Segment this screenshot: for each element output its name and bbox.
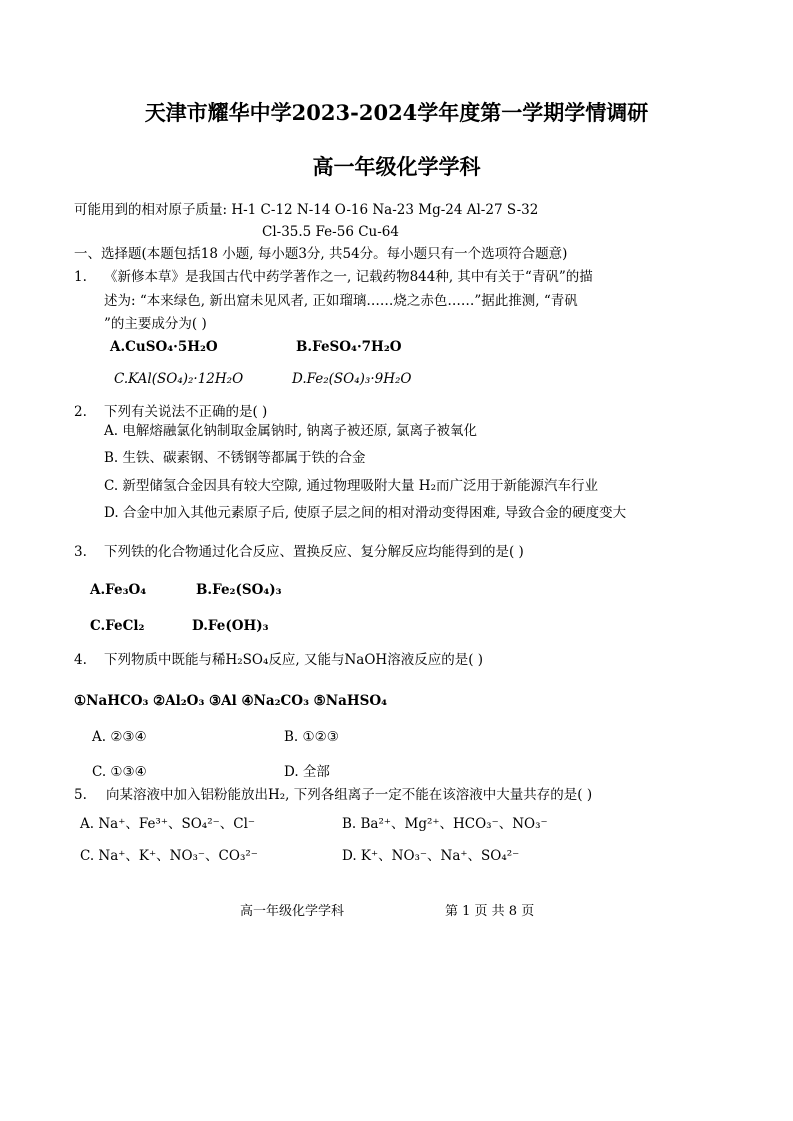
q4-option-c: C. ①③④ [92, 764, 147, 780]
atomic-masses-line-2: Cl-35.5 Fe-56 Cu-64 [262, 224, 399, 240]
exam-title: 天津市耀华中学2023-2024学年度第一学期学情调研 [144, 100, 649, 125]
q5-option-d: D. K⁺、NO₃⁻、Na⁺、SO₄²⁻ [342, 848, 520, 864]
q2-option-b: B. 生铁、碳素钢、不锈钢等都属于铁的合金 [104, 450, 366, 466]
footer-subject: 高一年级化学学科 [240, 904, 345, 919]
q3-option-d: D.Fe(OH)₃ [192, 618, 269, 634]
section-heading: 一、选择题(本题包括18 小题, 每小题3分, 共54分。每小题只有一个选项符合题意) [74, 246, 568, 262]
q4-option-a: A. ②③④ [92, 729, 147, 745]
q2-option-d: D. 合金中加入其他元素原子后, 使原子层之间的相对滑动变得困难, 导致合金的硬度变大 [104, 505, 627, 521]
q1-option-c: C.KAl(SO₄)₂·12H₂O [114, 371, 244, 387]
footer-page-number: 第 1 页 共 8 页 [445, 904, 535, 919]
q4-option-d: D. 全部 [284, 764, 330, 780]
q4-number: 4. [74, 652, 87, 668]
q5-option-c: C. Na⁺、K⁺、NO₃⁻、CO₃²⁻ [80, 848, 258, 864]
q4-stem: 下列物质中既能与稀H₂SO₄反应, 又能与NaOH溶液反应的是( ) [104, 652, 484, 668]
q5-stem: 向某溶液中加入铝粉能放出H₂, 下列各组离子一定不能在该溶液中大量共存的是( ) [106, 787, 593, 803]
q5-option-a: A. Na⁺、Fe³⁺、SO₄²⁻、Cl⁻ [80, 816, 256, 832]
atomic-masses-line-1: 可能用到的相对原子质量: H-1 C-12 N-14 O-16 Na-23 Mg-24 Al-27 S-32 [74, 202, 539, 218]
q1-stem-line-1: 《新修本草》是我国古代中药学著作之一, 记载药物844种, 其中有关于“青矾”的描 [104, 269, 593, 285]
q1-option-d: D.Fe₂(SO₄)₃·9H₂O [292, 371, 412, 387]
q2-number: 2. [74, 404, 87, 420]
q3-option-b: B.Fe₂(SO₄)₃ [196, 582, 282, 598]
q5-option-b: B. Ba²⁺、Mg²⁺、HCO₃⁻、NO₃⁻ [342, 816, 548, 832]
q2-stem: 下列有关说法不正确的是( ) [104, 404, 268, 420]
q4-items: ①NaHCO₃ ②Al₂O₃ ③Al ④Na₂CO₃ ⑤NaHSO₄ [74, 693, 388, 709]
q1-stem-line-2: 述为: “本来绿色, 新出窟未见风者, 正如瑠璃……烧之赤色……”据此推测, “青矾 [104, 293, 578, 309]
q3-option-c: C.FeCl₂ [90, 618, 145, 634]
exam-subtitle: 高一年级化学学科 [312, 154, 481, 179]
q1-option-b: B.FeSO₄·7H₂O [296, 339, 402, 355]
q5-number: 5. [74, 787, 87, 803]
q3-number: 3. [74, 544, 87, 560]
q3-option-a: A.Fe₃O₄ [90, 582, 147, 598]
q1-option-a: A.CuSO₄·5H₂O [110, 339, 218, 355]
q1-stem-line-3: ”的主要成分为( ) [104, 316, 207, 332]
q2-option-a: A. 电解熔融氯化钠制取金属钠时, 钠离子被还原, 氯离子被氧化 [104, 423, 477, 439]
q1-number: 1. [74, 269, 87, 285]
q3-stem: 下列铁的化合物通过化合反应、置换反应、复分解反应均能得到的是( ) [104, 544, 524, 560]
q2-option-c: C. 新型储氢合金因具有较大空隙, 通过物理吸附大量 H₂而广泛用于新能源汽车行业 [104, 478, 598, 494]
q4-option-b: B. ①②③ [284, 729, 339, 745]
